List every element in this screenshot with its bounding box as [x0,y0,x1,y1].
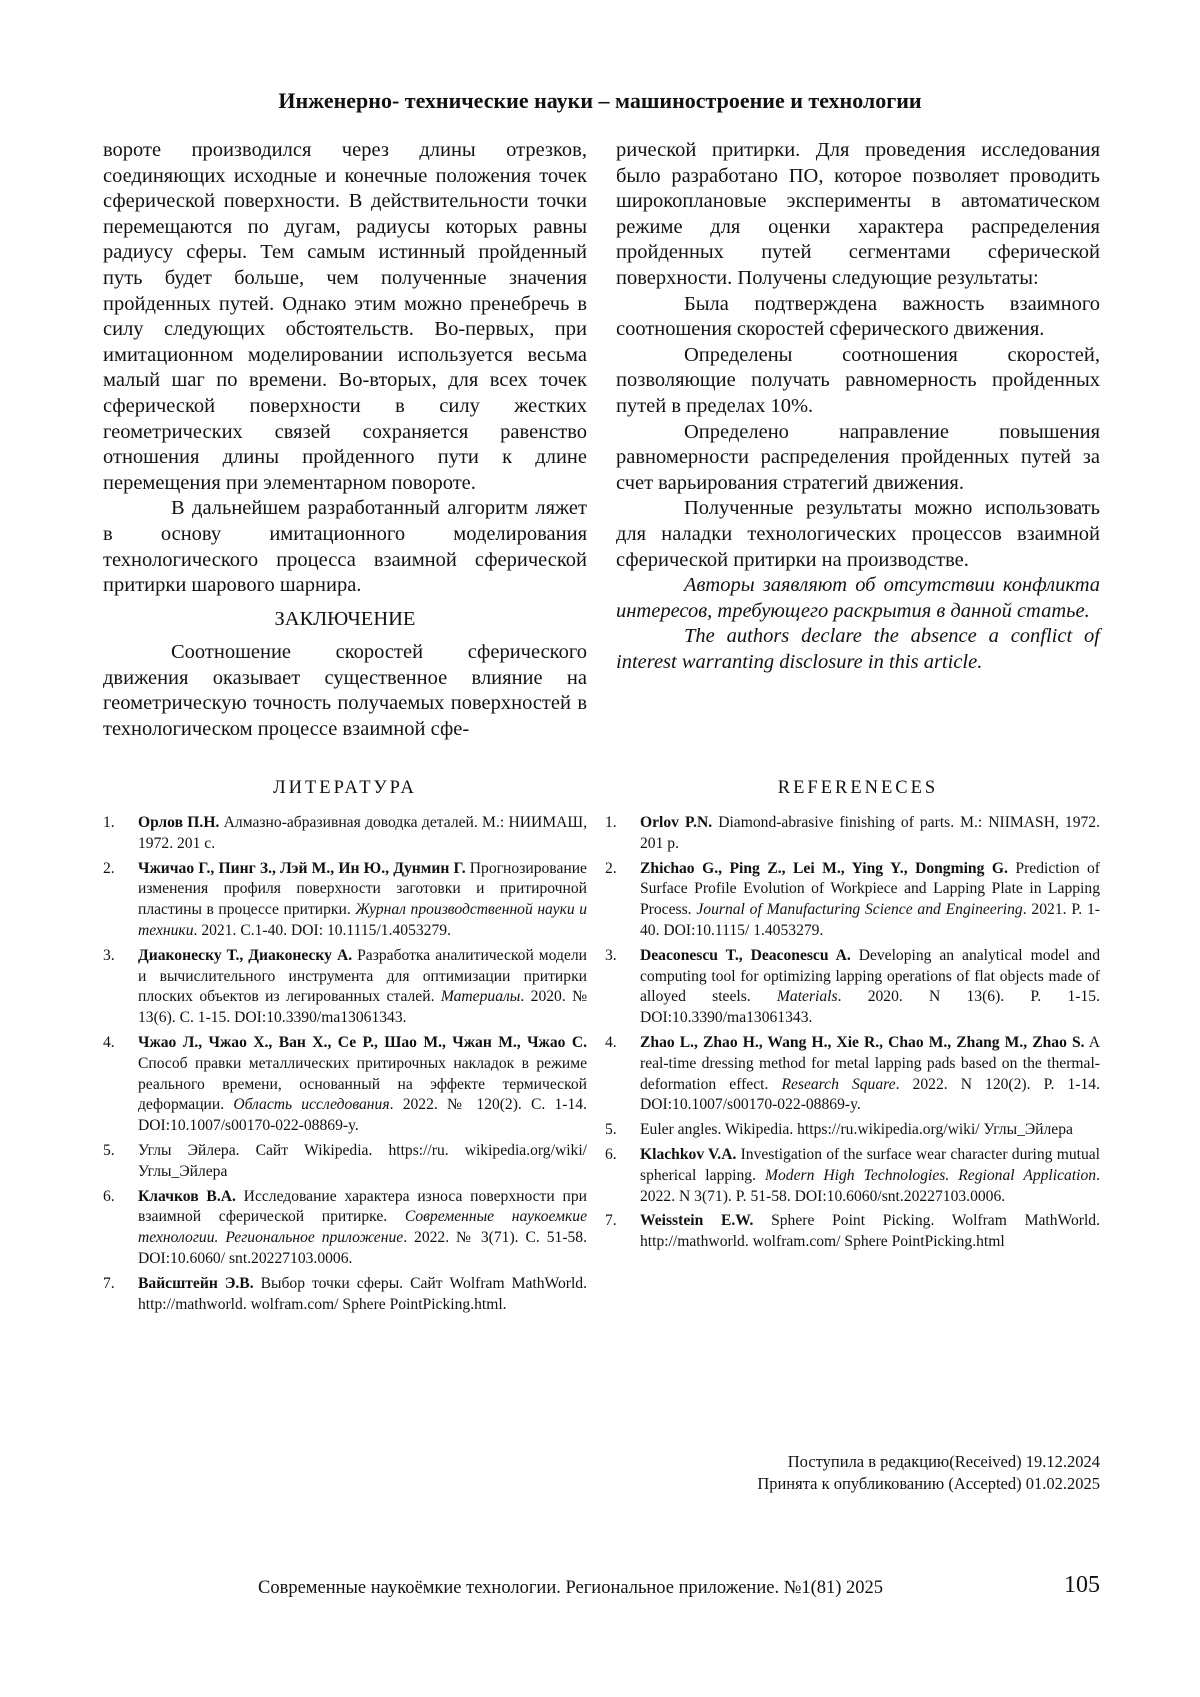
reference-item: 2. Zhichao G., Ping Z., Lei M., Ying Y., Dongming G. Prediction of Surface Profile Evolution of Workpiece and Lapping Plate in Lapping Process. Journal of Manufacturing Science and Engineering. 2021. P. 1-40. DOI:10.1115/ 1.4053279. [605,859,1100,939]
conflict-statement-ru: Авторы заявляют об отсутствии конфликта интересов, требующего раскрытия в данной статье. [616,574,1100,622]
journal-footer: Современные наукоёмкие технологии. Региональное приложение. №1(81) 2025 [258,1578,884,1598]
body-paragraph: рической притирки. Для проведения исследования было разработано ПО, которое позволяет проводить широкоплановые эксперименты в автоматическом режиме для оценки характера распределения пройденных путей сегментами сферической поверхности. Получены следующие результаты: [616,139,1100,289]
page-number: 105 [1064,1572,1100,1598]
reference-item: 5. Углы Эйлера. Сайт Wikipedia. https://ru. wikipedia.org/wiki/Углы_Эйлера [103,1141,587,1180]
body-paragraph: Была подтверждена важность взаимного соотношения скоростей сферического движения. [616,292,1100,341]
body-paragraph: В дальнейшем разработанный алгоритм ляжет в основу имитационного моделирования технологического процесса взаимной сферической притирки шарового шарнира. [103,497,587,597]
reference-item: 6. Клачков В.А. Исследование характера износа поверхности при взаимной сферической притирке. Современные наукоемкие технологии. Региональное приложение. 2022. № 3(71). С. 51-58. DOI:10.6060/ snt.20227103.0006. [103,1187,588,1267]
body-paragraph: вороте производился через длины отрезков, соединяющих исходные и конечные положения точек сферической поверхности. В действительности точки перемещаются по дугам, радиусы которых равны радиусу сферы. Тем самым истинный пройденный путь будет больше, чем полученные значения пройденных путей. Однако этим можно пренебречь в силу следующих обстоятельств. Во-первых, при имитационном моделировании используется весьма малый шаг по времени. Во-вторых, для всех точек сферической поверхности в силу жестких геометрических связей сохраняется равенство отношения длины пройденного пути к длине перемещения при элементарном повороте. [103,139,587,494]
reference-item: 7. Вайсштейн Э.В. Выбор точки сферы. Сайт Wolfram MathWorld. http://mathworld. wolfram.com/ Sphere PointPicking.html. [103,1274,587,1313]
body-paragraph: Определено направление повышения равномерности распределения пройденных путей за счет варьирования стратегий движения. [616,420,1100,494]
left-column [103,138,587,743]
running-header: Инженерно- технические науки – машиностроение и технологии [278,88,922,113]
reference-item: 4. Чжао Л., Чжао Х., Ван Х., Се Р., Шао М., Чжан М., Чжао С. Способ правки металлических притирочных накладок в режиме реального времени, основанный на эффекте термической деформации. Область исследования. 2022. № 120(2). С. 1-14. DOI:10.1007/s00170-022-08869-y. [103,1033,587,1135]
section-heading: ЗАКЛЮЧЕНИЕ [274,607,416,630]
body-paragraph: Соотношение скоростей сферического движения оказывает существенное влияние на геометрическую точность получаемых поверхностей в технологическом процессе взаимной сфе- [103,641,587,741]
conflict-statement-en: The authors declare the absence a conflict of interest warranting disclosure in this article. [616,625,1100,673]
reference-item: 5. Euler angles. Wikipedia. https://ru.wikipedia.org/wiki/ Углы_Эйлера [605,1121,1073,1139]
references-title-en: REFERENECES [777,778,939,798]
references-list-en [605,813,1100,1257]
body-paragraph: Определены соотношения скоростей, позволяющие получать равномерность пройденных путей в пределах 10%. [616,343,1100,417]
body-paragraph: Полученные результаты можно использовать для наладки технологических процессов взаимной сферической притирки на производстве. [616,497,1100,571]
right-column [616,138,1100,675]
reference-item: 6. Klachkov V.A. Investigation of the surface wear character during mutual spherical lapping. Modern High Technologies. Regional Application. 2022. N 3(71). P. 51-58. DOI:10.6060/snt.20227103.0006. [605,1145,1101,1205]
reference-item: 3. Deaconescu T., Deaconescu A. Developing an analytical model and computing tool for optimizing lapping operations of flat objects made of alloyed steels. Materials. 2020. N 13(6). P. 1-15. DOI:10.3390/ma13061343. [605,946,1100,1027]
reference-item: 1. Орлов П.Н. Алмазно-абразивная доводка деталей. М.: НИИМАШ, 1972. 201 с. [103,814,588,852]
reference-item: 4. Zhao L., Zhao H., Wang H., Xie R., Chao M., Zhang M., Zhao S. A real-time dressing method for metal lapping pads based on the thermal-deformation effect. Research Square. 2022. N 120(2). P. 1-14. DOI:10.1007/s00170-022-08869-y. [605,1033,1100,1114]
reference-item: 3. Диаконеску Т., Диаконеску А. Разработка аналитической модели и вычислительного инструмента для оптимизации притирки плоских объектов из легированных сталей. Материалы. 2020. № 13(6). С. 1-15. DOI:10.3390/ma13061343. [103,946,587,1027]
references-list-ru [103,813,587,1319]
reference-item: 1. Orlov P.N. Diamond-abrasive finishing of parts. M.: NIIMASH, 1972. 201 p. [605,814,1101,852]
received-date: Поступила в редакцию(Received) 19.12.2024 [787,1452,1100,1471]
submission-dates [757,1451,1100,1495]
reference-item: 7. Weisstein E.W. Sphere Point Picking. Wolfram MathWorld. http://mathworld. wolfram.com/ Sphere PointPicking.html [605,1212,1100,1251]
reference-item: 2. Чжичао Г., Пинг З., Лэй М., Ин Ю., Дунмин Г. Прогнозирование изменения профиля поверхности заготовки и притирочной пластины в процессе притирки. Журнал производственной науки и техники. 2021. С.1-40. DOI: 10.1115/1.4053279. [103,859,587,939]
accepted-date: Принята к опубликованию (Accepted) 01.02.2025 [757,1474,1100,1493]
references-title-ru: ЛИТЕРАТУРА [273,778,417,798]
